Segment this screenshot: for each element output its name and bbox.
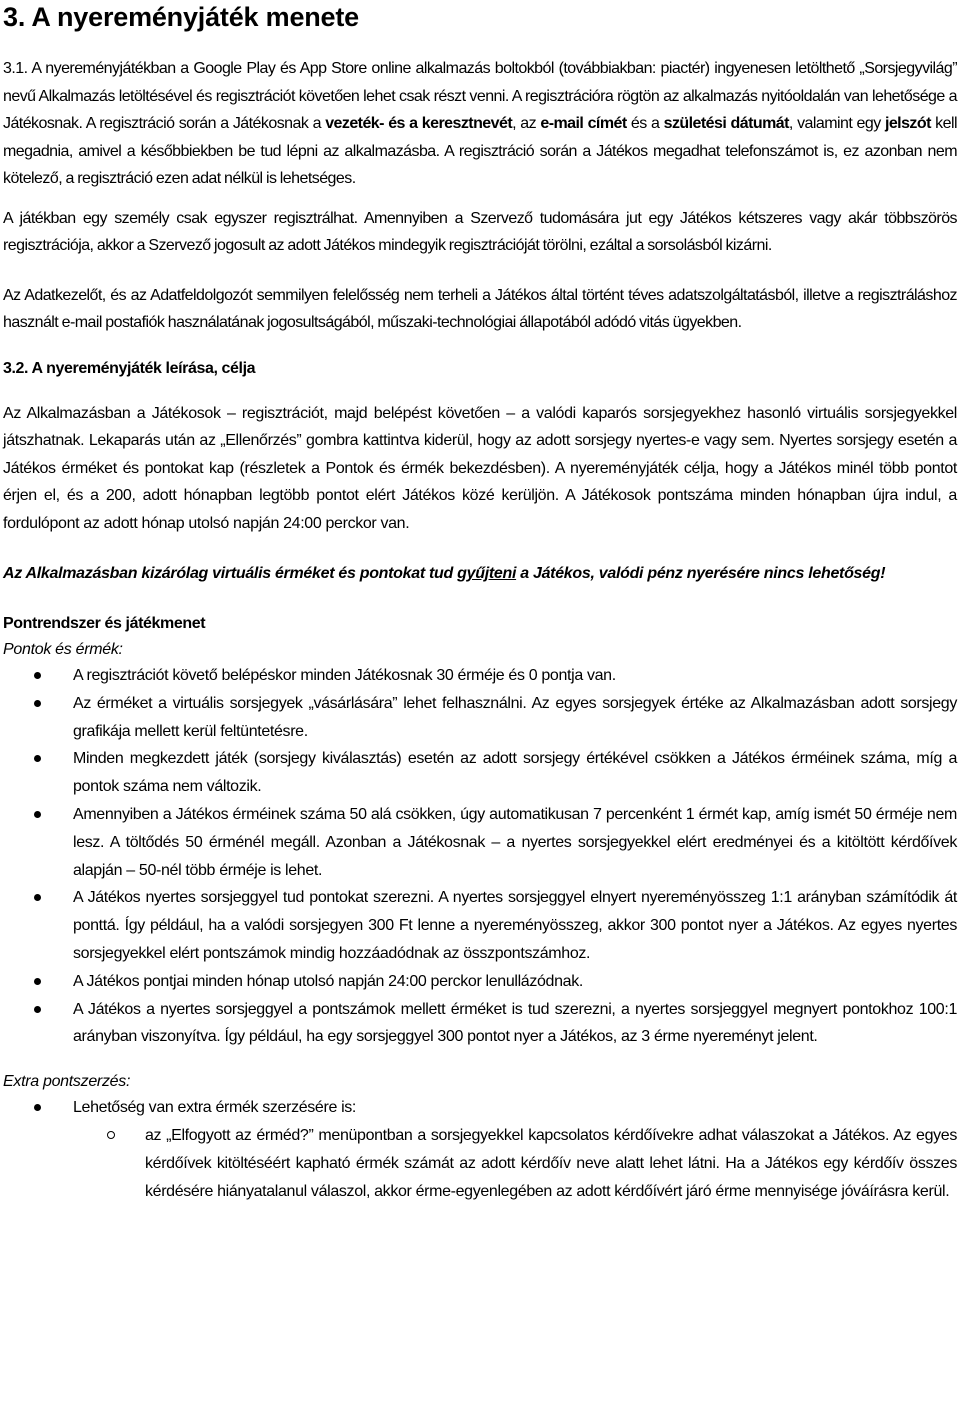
bold-birthdate: születési dátumát [663,115,789,132]
list-item: A Játékos a nyertes sorsjeggyel a pontszámok mellett érméket is tud szerezni, a nyertes sorsjeggyel megnyert pontokhoz 100:1 arányban viszonyítva. Így például, ha egy sorsjeggyel 300 pontot nyer a Játékos, az 3 érme nyereményt jelent. [3,996,957,1052]
subheading-extra-points: Extra pontszerzés: [3,1073,131,1091]
bullet-icon [34,1104,41,1111]
bullet-icon [34,978,41,985]
list-item: Lehetőség van extra érmék szerzésére is: [3,1094,957,1122]
extra-sublist [3,1122,957,1205]
paragraph-single-registration: A játékban egy személy csak egyszer regisztrálhat. Amennyiben a Szervező tudomására jut egy Játékos kétszeres vagy akár többszörös regisztrációja, akkor a Szervező jogosult az adott Játékos mindegyik regisztrációját törölni, ezáltal a sorsolásból kizárni. [3,209,957,254]
heading-3-2: 3.2. A nyereményjáték leírása, célja [3,359,256,377]
bullet-icon [34,672,41,679]
points-list [3,662,957,1051]
circle-bullet-icon [107,1131,115,1139]
list-item: A Játékos pontjai minden hónap utolsó napján 24:00 perckor lenullázódnak. [3,968,957,996]
bullet-icon [34,700,41,707]
subheading-points-coins: Pontok és érmék: [3,641,123,658]
bold-name: vezeték- és a keresztnevét [325,115,513,132]
document-page [3,0,957,1205]
bold-password: jelszót [884,115,931,132]
bullet-icon [34,1006,41,1013]
bullet-icon [34,755,41,762]
paragraph-3-1-registration: 3.1. A nyereményjátékban a Google Play és App Store online alkalmazás boltokból (továbbiakban: piactér) ingyenesen letölthető „Sorsjegyvilág” nevű Alkalmazás letöltésével és regisztrációt követően lehet csak részt venni. A regisztrációra rögtön az alkalmazás nyitóoldalán van lehetősége a Játékosnak. A regisztráció során a Játékosnak a vezeték- és a keresztnevét, az e-mail címét és a születési dátumát, valamint egy jelszót kell megadnia, amivel a későbbiekben be tud lépni az alkalmazásba. A regisztráció során a Játékos megadhat telefonszámot is, ez azonban nem kötelező, a regisztráció ezen adat nélkül is lehetséges. [3,60,957,187]
list-item: A Játékos nyertes sorsjeggyel tud pontokat szerezni. A nyertes sorsjeggyel elnyert nyereményösszeg 1:1 arányban számítódik át ponttá. Így például, ha a valódi sorsjegyen 300 Ft lenne a nyereményösszeg, akkor 300 pontot nyer a Játékos. Az egyes nyertes sorsjegyekkel elért pontszámok mindig hozzáadódnak az összpontszámhoz. [3,884,957,967]
list-item: A regisztrációt követő belépéskor minden Játékosnak 30 érméje és 0 pontja van. [3,662,957,690]
sublist-item: az „Elfogyott az érméd?” menüpontban a sorsjegyekkel kapcsolatos kérdőívekre adhat válaszokat a Játékos. Az egyes kérdőívek kitöltéséért kapható érmék számát az adott kérdőív neve alatt lehet látni. Ha a Játékos egy kérdőív összes kérdésére hiányatalanul válaszol, akkor érme-egyenlegében az adott kérdőívért járó érme mennyisége jóváírásra kerül. [3,1122,957,1205]
heading-points-system: Pontrendszer és játékmenet [3,615,206,632]
bullet-icon [34,811,41,818]
list-item: Minden megkezdett játék (sorsjegy kiválasztás) esetén az adott sorsjegy értékével csökken a Játékos érméinek száma, míg a pontok száma nem változik. [3,745,957,801]
section-title: 3. A nyereményjáték menete [3,2,359,32]
list-item: Amennyiben a Játékos érméinek száma 50 alá csökken, úgy automatikusan 7 percenként 1 érmét kap, amíg ismét 50 érméje nem lesz. A töltődés 50 érménél megáll. Azonban a Játékosnak – a nyertes sorsjegyekkel elért eredményei és a kitöltött kérdőívek alapján – 50-nél több érméje is lehet. [3,801,957,884]
paragraph-liability: Az Adatkezelőt, és az Adatfeldolgozót semmilyen felelősség nem terheli a Játékos által történt téves adatszolgáltatásból, illetve a regisztráláshoz használt e-mail postafiók használatának jogosultságából, műszaki-technológiai állapotából adódó vitás ügyekben. [3,286,957,331]
bullet-icon [34,894,41,901]
bold-email: e-mail címét [540,115,627,132]
paragraph-game-description: Az Alkalmazásban a Játékosok – regisztrációt, majd belépést követően – a valódi kaparós sorsjegyekhez hasonló virtuális sorsjegyekkel játszhatnak. Lekaparás után az „Ellenőrzés” gombra kattintva kiderül, hogy az adott sorsjegy nyertes-e vagy sem. Nyertes sorsjegy esetén a Játékos érméket és pontokat kap (részletek a Pontok és érmék bekezdésben). A nyereményjáték célja, hogy a Játékos minél több pontot érjen el, és a 200, adott hónapban legtöbb pontot elért Játékos közé kerüljön. A Játékosok pontszáma minden hónapban újra indul, a fordulópont az adott hónap utolsó napján 24:00 perckor van. [3,404,957,532]
list-item: Az érméket a virtuális sorsjegyek „vásárlására” lehet felhasználni. Az egyes sorsjegyek értéke az Alkalmazásban adott sorsjegy grafikája mellett kerül feltüntetésre. [3,690,957,746]
emphasis-notice: Az Alkalmazásban kizárólag virtuális érméket és pontokat tud gyűjteni a Játékos, valódi pénz nyerésére nincs lehetőség! [3,565,886,582]
extra-list [3,1094,957,1122]
